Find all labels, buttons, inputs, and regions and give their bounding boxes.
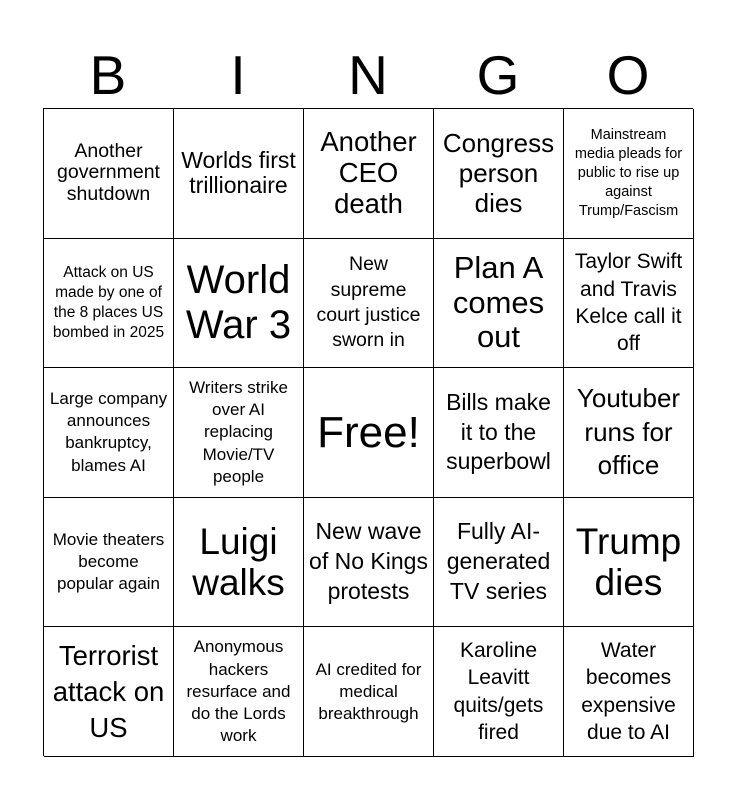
bingo-cell[interactable] [174, 109, 304, 239]
bingo-cell[interactable] [564, 109, 694, 239]
bingo-cell[interactable] [564, 627, 694, 757]
header-letter-i: I [230, 44, 246, 106]
free-space-text: Free! [317, 407, 420, 457]
bingo-cell[interactable] [174, 627, 304, 757]
bingo-cell[interactable] [304, 239, 434, 369]
header-letter-g: G [476, 44, 520, 106]
cell-text: Attack on US made by one of the 8 places US bombed in 2025 [52, 263, 165, 342]
cell-text: AI credited for medical breakthrough [315, 659, 422, 723]
cell-text: Karoline Leavitt quits/gets fired [453, 639, 544, 744]
bingo-cell[interactable] [174, 368, 304, 498]
cell-text: World War 3 [185, 258, 292, 347]
cell-text: Fully AI-generated TV series [446, 518, 551, 605]
bingo-cell[interactable] [304, 498, 434, 628]
bingo-cell[interactable] [434, 627, 564, 757]
cell-text: Mainstream media pleads for public to rise up against Trump/Fascism [574, 127, 683, 219]
cell-text: New wave of No Kings protests [309, 518, 428, 605]
bingo-cell[interactable] [304, 627, 434, 757]
header-letter-o: O [606, 44, 650, 106]
cell-text: Youtuber runs for office [576, 382, 681, 481]
cell-text: Congress person dies [442, 128, 555, 219]
cell-text: Another CEO death [320, 126, 417, 219]
cell-text: Bills make it to the superbowl [446, 388, 551, 475]
bingo-cell[interactable] [434, 368, 564, 498]
cell-text: Another government shutdown [57, 139, 160, 206]
bingo-cell[interactable] [564, 498, 694, 628]
bingo-cell[interactable] [174, 498, 304, 628]
bingo-cell[interactable] [44, 239, 174, 369]
header-letter-b: B [89, 44, 127, 106]
cell-text: Terrorist attack on US [52, 640, 165, 743]
bingo-cell[interactable] [44, 498, 174, 628]
bingo-cell[interactable] [304, 109, 434, 239]
header-letter-n: N [348, 44, 388, 106]
free-space-cell[interactable] [304, 368, 434, 498]
cell-text: Movie theaters become popular again [52, 529, 165, 594]
cell-text: Plan A comes out [452, 249, 545, 355]
bingo-cell[interactable] [564, 239, 694, 369]
cell-text: Anonymous hackers resurface and do the Lords work [186, 637, 291, 745]
bingo-cell[interactable] [434, 498, 564, 628]
cell-text: Large company announces bankruptcy, blames AI [49, 389, 168, 475]
bingo-cell[interactable] [434, 239, 564, 369]
cell-text: Luigi walks [192, 520, 285, 604]
bingo-cell[interactable] [44, 368, 174, 498]
cell-text: Taylor Swift and Travis Kelce call it off [574, 250, 683, 356]
cell-text: Water becomes expensive due to AI [581, 639, 676, 744]
bingo-cell[interactable] [44, 627, 174, 757]
bingo-cell[interactable] [174, 239, 304, 369]
cell-text: Writers strike over AI replacing Movie/TV people [189, 378, 288, 486]
bingo-cell[interactable] [44, 109, 174, 239]
cell-text: Worlds first trillionaire [181, 146, 296, 199]
bingo-cell[interactable] [434, 109, 564, 239]
bingo-header [43, 44, 693, 106]
cell-text: Trump dies [575, 520, 682, 604]
bingo-cell[interactable] [564, 368, 694, 498]
bingo-board [43, 108, 693, 756]
cell-text: New supreme court justice sworn in [316, 253, 421, 352]
